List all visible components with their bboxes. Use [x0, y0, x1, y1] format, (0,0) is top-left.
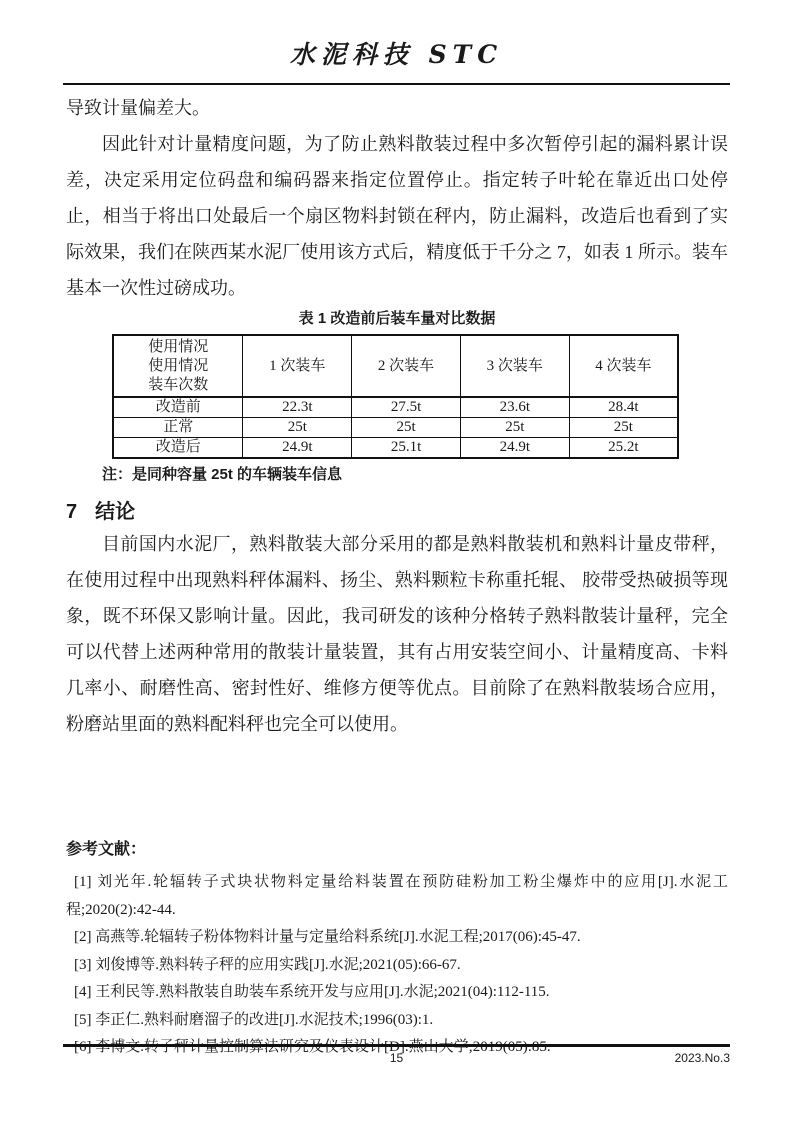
column-header: 1 次装车	[243, 335, 352, 397]
journal-title: 水泥科技 STC	[289, 40, 504, 69]
table-cell: 25t	[243, 418, 352, 438]
table-row	[113, 397, 678, 418]
body-paragraph: 因此针对计量精度问题，为了防止熟料散装过程中多次暂停引起的漏料累计误差，决定采用定位码盘和编码器来指定位置停止。指定转子叶轮在靠近出口处停止，相当于将出口处最后一个扇区物料封锁在秤内，防止漏料，改造后也看到了实际效果，我们在陕西某水泥厂使用该方式后，精度低于千分之 7，如表 1 所示。装车基本一次性过磅成功。	[66, 134, 728, 298]
table-row	[113, 438, 678, 459]
table-header-row	[113, 335, 678, 397]
corner-line-1: 使用情况	[148, 338, 209, 355]
table-cell: 28.4t	[569, 397, 678, 418]
row-label: 改造后	[113, 438, 243, 459]
table-cell: 25.1t	[352, 438, 461, 459]
conclusion-paragraph: 目前国内水泥厂，熟料散装大部分采用的都是熟料散装机和熟料计量皮带秤，在使用过程中出现熟料秤体漏料、扬尘、熟料颗粒卡称重托辊、 胶带受热破损等现象，既不环保又影响计量。因此，我司研发的该种分格转子熟料散装计量秤，完全可以代替上述两种常用的散装计量装置，其有占用安装空间小、计量精度高、卡料几率小、耐磨性高、密封性好、维修方便等优点。目前除了在熟料散装场合应用，粉磨站里面的熟料配料秤也完全可以使用。	[66, 534, 728, 734]
corner-line-2: 使用情况	[148, 357, 209, 374]
corner-line-3: 装车次数	[148, 376, 209, 393]
paragraph-continuation: 导致计量偏差大。	[66, 98, 210, 118]
table-cell: 24.9t	[460, 438, 569, 459]
reference-item: [4] 王利民等.熟料散装自助装车系统开发与应用[J].水泥;2021(04):112-115.	[74, 984, 550, 1000]
column-header: 3 次装车	[460, 335, 569, 397]
table-cell: 25t	[460, 418, 569, 438]
page-footer	[63, 1044, 730, 1067]
table-caption: 表 1 改造前后装车量对比数据	[298, 310, 496, 327]
page-number: 15	[389, 1051, 404, 1065]
row-label: 改造前	[113, 397, 243, 418]
section-heading	[66, 498, 728, 526]
table-note: 注：是同种容量 25t 的车辆装车信息	[102, 466, 343, 483]
table-cell: 23.6t	[460, 397, 569, 418]
table-cell: 25.2t	[569, 438, 678, 459]
loading-comparison-table	[112, 334, 679, 459]
reference-item: [2] 高燕等.轮辐转子粉体物料计量与定量给料系统[J].水泥工程;2017(06):45-47.	[74, 929, 581, 945]
references-heading: 参考文献：	[66, 841, 147, 858]
table-corner-cell	[113, 335, 243, 397]
column-header: 4 次装车	[569, 335, 678, 397]
table-cell: 25t	[352, 418, 461, 438]
column-header: 2 次装车	[352, 335, 461, 397]
reference-item: [1] 刘光年.轮辐转子式块状物料定量给料装置在预防硅粉加工粉尘爆炸中的应用[J].水泥工程;2020(2):42-44.	[66, 874, 728, 918]
document-body	[66, 90, 728, 742]
journal-header	[63, 40, 730, 85]
table-row	[113, 418, 678, 438]
reference-item: [5] 李正仁.熟料耐磨溜子的改进[J].水泥技术;1996(03):1.	[74, 1011, 434, 1028]
table-cell: 25t	[569, 418, 678, 438]
references-section	[66, 840, 728, 1062]
section-number: 7	[66, 501, 78, 523]
table-cell: 27.5t	[352, 397, 461, 418]
table-cell: 24.9t	[243, 438, 352, 459]
table-cell: 22.3t	[243, 397, 352, 418]
reference-item: [3] 刘俊博等.熟料转子秤的应用实践[J].水泥;2021(05):66-67.	[74, 956, 461, 973]
row-label: 正常	[113, 418, 243, 438]
reference-item: [6] 李博文.转子秤计量控制算法研究及仪表设计[D].燕山大学;2019(05):85.	[74, 1039, 551, 1055]
section-title: 结论	[95, 501, 136, 523]
issue-label: 2023.No.3	[674, 1051, 730, 1065]
